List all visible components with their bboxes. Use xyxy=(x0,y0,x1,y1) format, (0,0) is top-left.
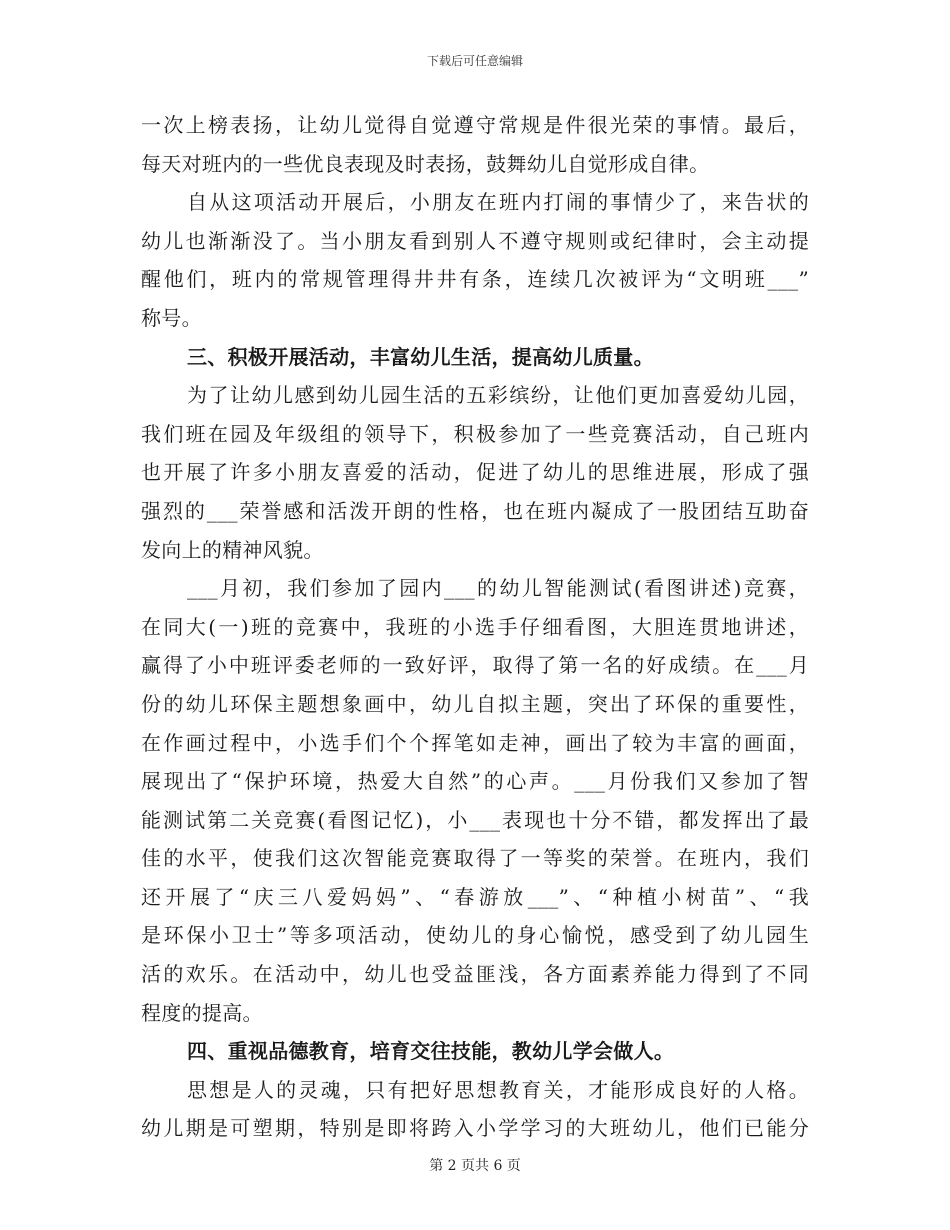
paragraph xyxy=(141,183,809,337)
text-line: 幼儿期是可塑期，特别是即将跨入小学学习的大班幼儿，他们已能分 xyxy=(141,1116,809,1141)
text-line: 思想是人的灵魂，只有把好思想教育关，才能形成良好的人格。 xyxy=(187,1077,809,1102)
section-heading xyxy=(141,338,809,377)
text-line: 称号。 xyxy=(141,305,202,330)
page-header: 下载后可任意编辑 xyxy=(426,54,523,68)
text-line: 活的欢乐。在活动中，幼儿也受益匪浅，各方面素养能力得到了不同 xyxy=(141,962,809,987)
text-line: 每天对班内的一些优良表现及时表扬，鼓舞幼儿自觉形成自律。 xyxy=(141,151,710,176)
text-line: 我们班在园及年级组的领导下，积极参加了一些竞赛活动，自己班内 xyxy=(141,421,809,446)
text-line: 三、积极开展活动，丰富幼儿生活，提高幼儿质量。 xyxy=(187,344,654,369)
text-line: 幼儿也渐渐没了。当小朋友看到别人不遵守规则或纪律时，会主动提 xyxy=(141,228,809,253)
text-line: 发向上的精神风貌。 xyxy=(141,537,324,562)
text-line: 自从这项活动开展后，小朋友在班内打闹的事情少了，来告状的 xyxy=(187,190,809,215)
document-body xyxy=(141,106,809,1148)
text-line: 还开展了“庆三八爱妈妈”、“春游放___”、“种植小树苗”、“我 xyxy=(141,884,809,909)
text-line: 赢得了小中班评委老师的一致好评，取得了第一名的好成绩。在___月 xyxy=(141,653,809,678)
paragraph xyxy=(141,569,809,1032)
text-line: 醒他们，班内的常规管理得井井有条，连续几次被评为“文明班___” xyxy=(141,267,809,292)
text-line: 份的幼儿环保主题想象画中，幼儿自拟主题，突出了环保的重要性， xyxy=(141,691,809,716)
text-line: 四、重视品德教育，培育交往技能，教幼儿学会做人。 xyxy=(187,1039,675,1064)
text-line: 在作画过程中，小选手们个个挥笔如走神，画出了较为丰富的画面， xyxy=(141,730,809,755)
text-line: 展现出了“保护环境，热爱大自然”的心声。___月份我们又参加了智 xyxy=(141,769,809,794)
text-line: 程度的提高。 xyxy=(141,1000,263,1025)
text-line: 能测试第二关竞赛(看图记忆)，小___表现也十分不错，都发挥出了最 xyxy=(141,807,809,832)
page-number: 第 2 页共 6 页 xyxy=(429,1158,521,1174)
paragraph xyxy=(141,106,809,183)
section-heading xyxy=(141,1032,809,1071)
text-line: 在同大(一)班的竞赛中，我班的小选手仔细看图，大胆连贯地讲述， xyxy=(141,614,809,639)
text-line: 也开展了许多小朋友喜爱的活动，促进了幼儿的思维进展，形成了强 xyxy=(141,460,809,485)
text-line: 佳的水平，使我们这次智能竞赛取得了一等奖的荣誉。在班内，我们 xyxy=(141,846,809,871)
text-line: 为了让幼儿感到幼儿园生活的五彩缤纷，让他们更加喜爱幼儿园， xyxy=(187,383,809,408)
text-line: 是环保小卫士”等多项活动，使幼儿的身心愉悦，感受到了幼儿园生 xyxy=(141,923,809,948)
paragraph xyxy=(141,1071,809,1148)
paragraph xyxy=(141,376,809,569)
text-line: ___月初，我们参加了园内___的幼儿智能测试(看图讲述)竞赛， xyxy=(187,576,809,601)
text-line: 一次上榜表扬，让幼儿觉得自觉遵守常规是件很光荣的事情。最后， xyxy=(141,113,809,137)
text-line: 强烈的___荣誉感和活泼开朗的性格，也在班内凝成了一股团结互助奋 xyxy=(141,498,809,523)
